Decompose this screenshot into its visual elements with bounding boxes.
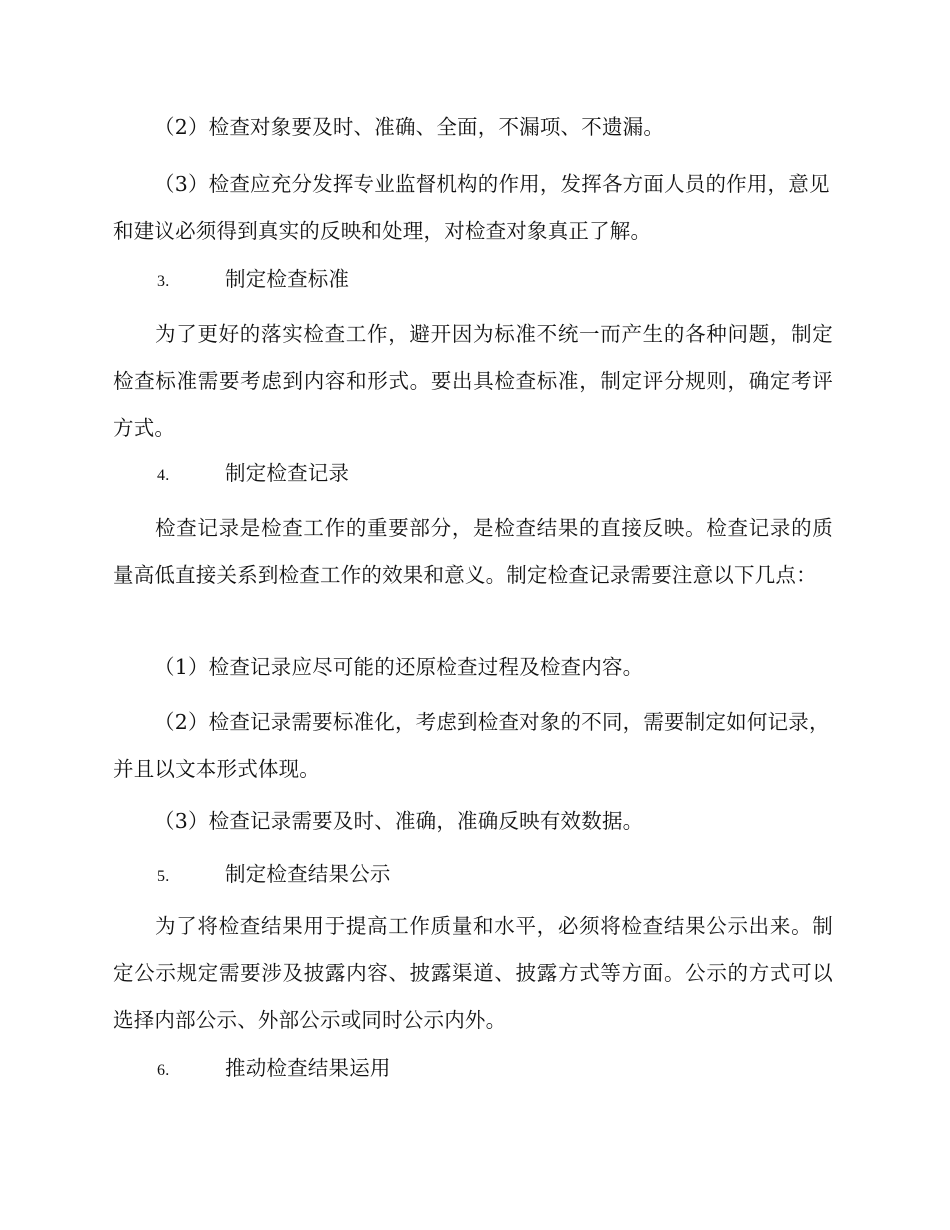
- section-number: 4.: [157, 467, 170, 484]
- paragraph-result-publicity: 为了将检查结果用于提高工作质量和水平，必须将检查结果公示出来。制定公示规定需要涉及披露内容、披露渠道、披露方式等方面。公示的方式可以选择内部公示、外部公示或同时公示内外。: [113, 914, 833, 1032]
- section-heading-4: [157, 450, 349, 499]
- list-item-record-standardize: （2）检查记录需要标准化，考虑到检查对象的不同，需要制定如何记录，并且以文本形式体现。: [113, 710, 830, 781]
- list-item-supervision: （3）检查应充分发挥专业监督机构的作用，发挥各方面人员的作用，意见和建议必须得到真实的反映和处理，对检查对象真正了解。: [113, 172, 830, 243]
- section-heading-6: [157, 1045, 391, 1094]
- list-item-record-timely: （3）检查记录需要及时、准确，准确反映有效数据。: [154, 809, 644, 833]
- section-title: 制定检查结果公示: [225, 862, 391, 886]
- section-number: 3.: [157, 273, 170, 290]
- section-title: 推动检查结果运用: [225, 1056, 391, 1080]
- section-title: 制定检查标准: [225, 267, 350, 291]
- section-title: 制定检查记录: [225, 461, 350, 485]
- paragraph-check-record: 检查记录是检查工作的重要部分，是检查结果的直接反映。检查记录的质量高低直接关系到检查工作的效果和意义。制定检查记录需要注意以下几点：: [113, 516, 833, 587]
- list-item-check-object: （2）检查对象要及时、准确、全面，不漏项、不遗漏。: [154, 115, 665, 139]
- section-heading-3: [157, 256, 349, 305]
- paragraph-check-standard: 为了更好的落实检查工作，避开因为标准不统一而产生的各种问题，制定检查标准需要考虑到内容和形式。要出具检查标准，制定评分规则，确定考评方式。: [113, 322, 833, 440]
- section-heading-5: [157, 851, 391, 900]
- section-number: 6.: [157, 1062, 170, 1079]
- list-item-record-restore: （1）检查记录应尽可能的还原检查过程及检查内容。: [154, 655, 644, 679]
- section-number: 5.: [157, 868, 170, 885]
